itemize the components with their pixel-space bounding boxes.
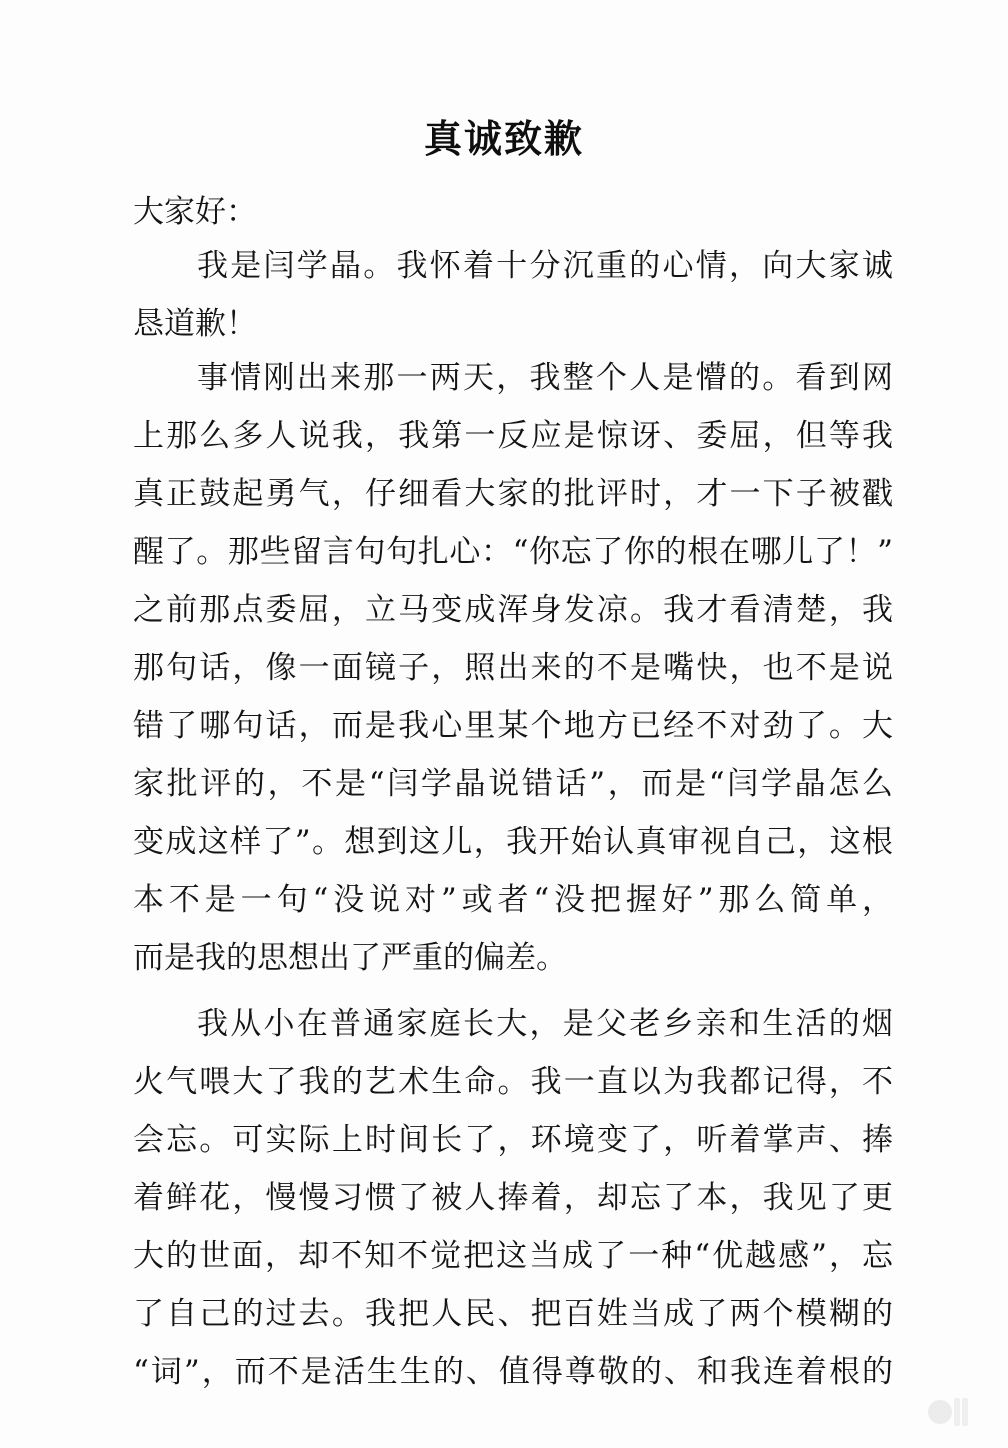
watermark-circle-icon: [928, 1400, 952, 1424]
paragraph-1-line-1: 我是闫学晶。我怀着十分沉重的心情，向大家诚: [197, 248, 893, 284]
watermark-logo: [928, 1398, 968, 1426]
paragraph-3-line-6: 了自己的过去。我把人民、把百姓当成了两个模糊的: [133, 1296, 893, 1332]
paragraph-2-line-7: 错了哪句话，而是我心里某个地方已经不对劲了。大: [133, 708, 893, 744]
document-title: 真诚致歉: [423, 117, 584, 161]
paragraph-3-line-5: 大的世面，却不知不觉把这当成了一种“优越感”，忘: [133, 1238, 893, 1274]
paragraph-2-line-3: 真正鼓起勇气，仔细看大家的批评时，才一下子被戳: [133, 476, 893, 512]
paragraph-3-line-7: “词”，而不是活生生的、值得尊敬的、和我连着根的: [133, 1354, 893, 1390]
paragraph-2-line-2: 上那么多人说我，我第一反应是惊讶、委屈，但等我: [133, 418, 893, 454]
paragraph-3-line-3: 会忘。可实际上时间长了，环境变了，听着掌声、捧: [133, 1122, 893, 1158]
paragraph-3-line-2: 火气喂大了我的艺术生命。我一直以为我都记得，不: [133, 1064, 893, 1100]
paragraph-2-line-8: 家批评的，不是“闫学晶说错话”，而是“闫学晶怎么: [133, 766, 893, 802]
paragraph-2-line-4: 醒了。那些留言句句扎心：“你忘了你的根在哪儿了！”: [133, 534, 893, 570]
paragraph-2-line-11: 而是我的思想出了严重的偏差。: [133, 940, 567, 976]
paragraph-3-line-1: 我从小在普通家庭长大，是父老乡亲和生活的烟: [197, 1006, 893, 1042]
paragraph-2-line-5: 之前那点委屈，立马变成浑身发凉。我才看清楚，我: [133, 592, 893, 628]
greeting: 大家好：: [133, 194, 257, 230]
watermark-bar-icon: [962, 1398, 968, 1426]
paragraph-2-line-1: 事情刚出来那一两天，我整个人是懵的。看到网: [197, 360, 893, 396]
paragraph-2-line-10: 本不是一句“没说对”或者“没把握好”那么简单，: [133, 882, 893, 918]
paragraph-2-line-6: 那句话，像一面镜子，照出来的不是嘴快，也不是说: [133, 650, 893, 686]
paragraph-2-line-9: 变成这样了”。想到这儿，我开始认真审视自己，这根: [133, 824, 893, 860]
paragraph-3-line-4: 着鲜花，慢慢习惯了被人捧着，却忘了本，我见了更: [133, 1180, 893, 1216]
paragraph-1-line-2: 恳道歉！: [133, 306, 257, 342]
watermark-bar-icon: [954, 1398, 960, 1426]
